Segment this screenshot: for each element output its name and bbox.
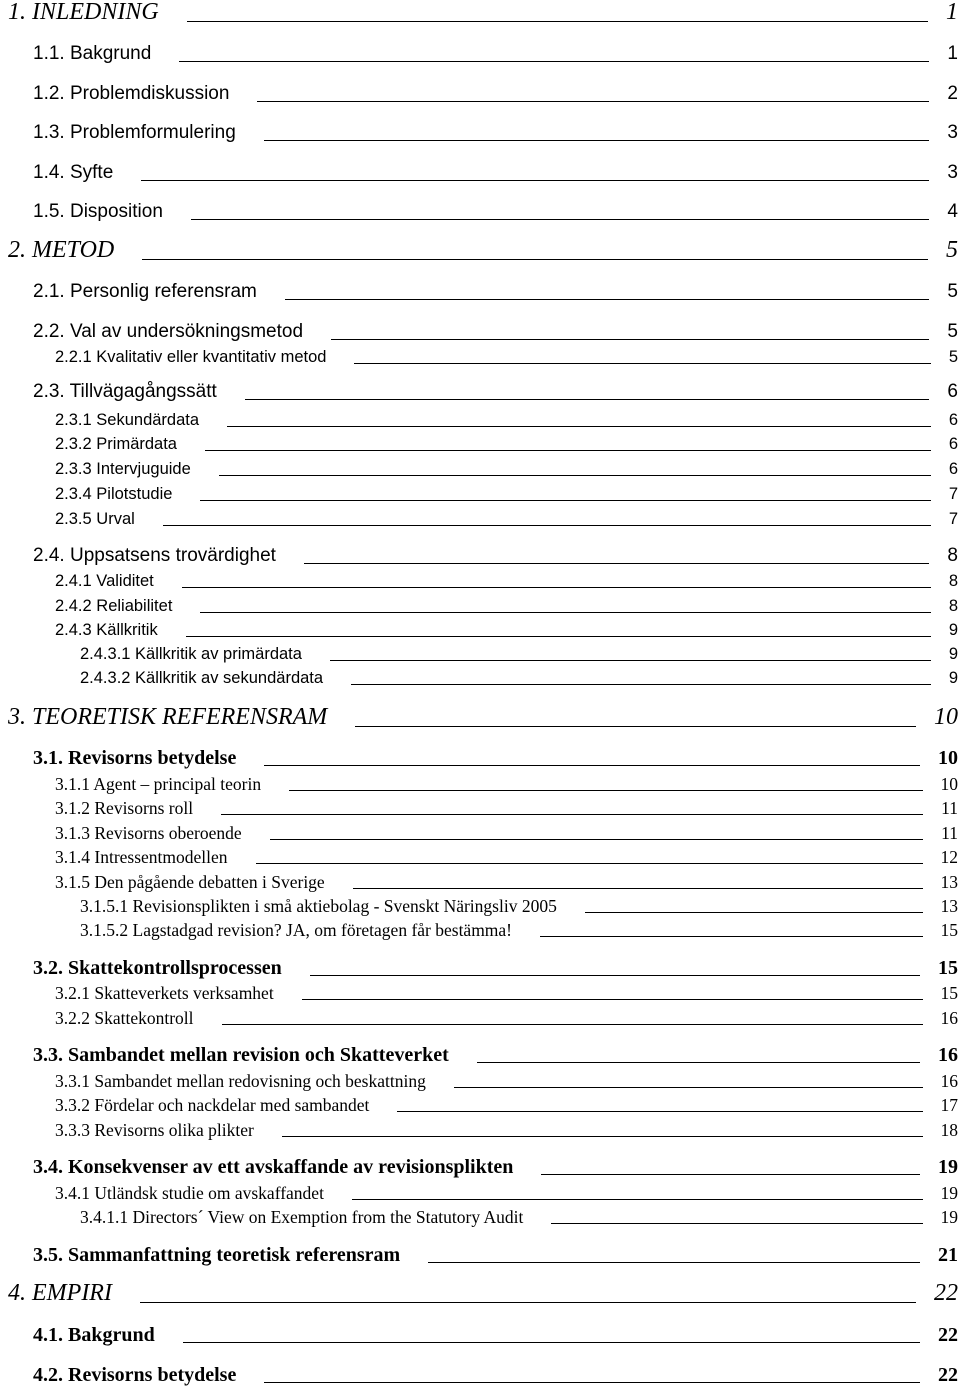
toc-entry-page-number: 11	[941, 822, 958, 843]
toc-leader-line	[163, 525, 931, 526]
toc-entry-page-number: 8	[948, 571, 958, 590]
toc-entry[interactable]	[33, 544, 958, 568]
toc-entry-page-number: 5	[946, 237, 958, 263]
toc-entry-title: 3.2.2 Skattekontroll	[55, 1007, 194, 1028]
toc-entry-page-number: 10	[940, 773, 958, 794]
toc-leader-line	[140, 1302, 916, 1303]
toc-entry[interactable]	[33, 746, 958, 770]
toc-entry-page-number: 21	[938, 1244, 958, 1266]
toc-entry-page-number: 22	[938, 1324, 958, 1346]
toc-entry-page-number: 16	[940, 1070, 958, 1091]
toc-entry-title: 1.3. Problemformulering	[33, 122, 236, 143]
toc-entry-page-number: 6	[947, 381, 958, 402]
toc-entry[interactable]	[55, 459, 958, 481]
toc-leader-line	[428, 1262, 920, 1263]
toc-leader-line	[331, 339, 929, 340]
toc-leader-line	[289, 790, 922, 791]
toc-leader-line	[200, 500, 930, 501]
toc-leader-line	[351, 684, 931, 685]
toc-entry-title: 3.3.2 Fördelar och nackdelar med sambandet	[55, 1094, 370, 1115]
toc-leader-line	[264, 1382, 920, 1383]
toc-entry-page-number: 19	[938, 1156, 958, 1178]
toc-leader-line	[282, 1136, 923, 1137]
toc-entry[interactable]	[55, 1120, 958, 1142]
toc-leader-line	[264, 765, 920, 766]
toc-entry[interactable]	[33, 280, 958, 304]
toc-leader-line	[200, 612, 930, 613]
toc-leader-line	[355, 726, 916, 727]
toc-entry-page-number: 13	[940, 871, 958, 892]
toc-leader-line	[540, 936, 922, 937]
toc-entry[interactable]	[55, 847, 958, 869]
toc-leader-line	[585, 912, 923, 913]
toc-entry-title: 2.4.1 Validitet	[55, 571, 154, 590]
toc-entry[interactable]	[33, 42, 958, 66]
toc-entry-title: 3.3. Sambandet mellan revision och Skatteverket	[33, 1044, 449, 1066]
toc-entry[interactable]	[33, 1155, 958, 1179]
toc-leader-line	[310, 975, 920, 976]
toc-entry-title: 4.2. Revisorns betydelse	[33, 1364, 237, 1386]
toc-leader-line	[304, 563, 930, 564]
toc-entry-title: 3.4. Konsekvenser av ett avskaffande av revisionsplikten	[33, 1156, 514, 1178]
toc-entry[interactable]	[8, 703, 958, 731]
toc-entry[interactable]	[33, 161, 958, 185]
toc-entry-page-number: 1	[946, 0, 958, 25]
toc-entry-title: 3.3.1 Sambandet mellan redovisning och beskattning	[55, 1070, 426, 1091]
toc-entry[interactable]	[8, 1279, 958, 1307]
toc-leader-line	[397, 1111, 922, 1112]
toc-entry-title: 2.1. Personlig referensram	[33, 281, 257, 302]
toc-entry-page-number: 9	[948, 668, 958, 687]
toc-entry-title: 2.3.4 Pilotstudie	[55, 484, 173, 503]
toc-entry[interactable]	[33, 82, 958, 106]
toc-entry-title: 3.1. Revisorns betydelse	[33, 747, 237, 769]
toc-entry-page-number: 19	[940, 1182, 958, 1203]
toc-entry-title: 3.1.3 Revisorns oberoende	[55, 822, 242, 843]
toc-entry[interactable]	[80, 668, 958, 690]
toc-leader-line	[541, 1174, 920, 1175]
toc-leader-line	[330, 660, 931, 661]
toc-entry[interactable]	[55, 620, 958, 642]
toc-entry-page-number: 5	[947, 321, 958, 342]
toc-entry-title: 3.1.4 Intressentmodellen	[55, 846, 228, 867]
toc-leader-line	[551, 1223, 922, 1224]
toc-entry-title: 3.2.1 Skatteverkets verksamhet	[55, 982, 274, 1003]
toc-entry-page-number: 18	[940, 1119, 958, 1140]
toc-entry-page-number: 3	[947, 122, 958, 143]
toc-entry-title: 3. TEORETISK REFERENSRAM	[8, 704, 328, 730]
toc-entry-page-number: 4	[947, 201, 958, 222]
toc-entry-title: 3.1.5.1 Revisionsplikten i små aktiebolag - Svenskt Näringsliv 2005	[80, 895, 557, 916]
toc-entry-page-number: 16	[940, 1007, 958, 1028]
toc-entry[interactable]	[55, 347, 958, 369]
toc-entry-page-number: 8	[948, 596, 958, 615]
toc-entry-page-number: 5	[948, 347, 958, 366]
toc-entry-page-number: 7	[948, 484, 958, 503]
toc-leader-line	[285, 299, 930, 300]
toc-entry[interactable]	[80, 644, 958, 666]
toc-entry[interactable]	[55, 484, 958, 506]
toc-leader-line	[257, 101, 929, 102]
toc-entry[interactable]	[55, 509, 958, 531]
toc-entry-title: 1.5. Disposition	[33, 201, 163, 222]
toc-entry-title: 2.4.3 Källkritik	[55, 620, 158, 639]
toc-entry-page-number: 1	[947, 43, 958, 64]
toc-entry[interactable]	[33, 121, 958, 145]
toc-entry[interactable]	[8, 236, 958, 264]
toc-leader-line	[354, 363, 930, 364]
toc-entry-page-number: 22	[934, 1280, 958, 1306]
toc-leader-line	[191, 219, 930, 220]
toc-entry-page-number: 3	[947, 162, 958, 183]
toc-entry[interactable]	[55, 1008, 958, 1030]
toc-leader-line	[142, 259, 928, 260]
toc-entry-page-number: 22	[938, 1364, 958, 1386]
toc-entry[interactable]	[33, 956, 958, 980]
toc-entry-title: 2.3.2 Primärdata	[55, 434, 177, 453]
toc-entry[interactable]	[33, 1043, 958, 1067]
toc-entry-title: 1.4. Syfte	[33, 162, 114, 183]
toc-entry[interactable]	[33, 320, 958, 344]
toc-entry-title: 3.3.3 Revisorns olika plikter	[55, 1119, 254, 1140]
toc-entry[interactable]	[33, 1243, 958, 1267]
toc-entry-page-number: 7	[948, 509, 958, 528]
toc-entry-page-number: 9	[948, 620, 958, 639]
toc-entry[interactable]	[55, 872, 958, 894]
toc-entry[interactable]	[55, 823, 958, 845]
toc-entry-page-number: 2	[947, 83, 958, 104]
toc-entry[interactable]	[55, 571, 958, 593]
toc-leader-line	[183, 1342, 920, 1343]
toc-entry-page-number: 6	[948, 459, 958, 478]
toc-entry[interactable]	[55, 410, 958, 432]
toc-leader-line	[179, 61, 929, 62]
toc-entry[interactable]	[80, 1207, 958, 1229]
toc-entry-title: 3.1.2 Revisorns roll	[55, 797, 194, 818]
toc-leader-line	[222, 1024, 923, 1025]
toc-entry-page-number: 5	[947, 281, 958, 302]
toc-entry[interactable]	[33, 1323, 958, 1347]
toc-entry-title: 3.4.1.1 Directors´ View on Exemption from the Statutory Audit	[80, 1206, 524, 1227]
toc-entry[interactable]	[55, 1183, 958, 1205]
toc-entry-page-number: 19	[940, 1206, 958, 1227]
toc-leader-line	[256, 863, 923, 864]
toc-leader-line	[141, 180, 929, 181]
toc-entry-title: 1.2. Problemdiskussion	[33, 83, 230, 104]
toc-entry[interactable]	[80, 920, 958, 942]
toc-entry-title: 3.1.5.2 Lagstadgad revision? JA, om företagen får bestämma!	[80, 919, 513, 940]
toc-entry[interactable]	[55, 983, 958, 1005]
toc-entry-title: 1.1. Bakgrund	[33, 43, 152, 64]
toc-entry[interactable]	[55, 774, 958, 796]
toc-leader-line	[302, 999, 923, 1000]
toc-entry[interactable]	[55, 434, 958, 456]
toc-entry-title: 4.1. Bakgrund	[33, 1324, 155, 1346]
toc-entry-page-number: 15	[938, 957, 958, 979]
toc-entry-title: 2.3.5 Urval	[55, 509, 135, 528]
toc-entry-page-number: 10	[938, 747, 958, 769]
toc-leader-line	[205, 450, 931, 451]
toc-entry-page-number: 9	[948, 644, 958, 663]
toc-leader-line	[270, 839, 924, 840]
toc-entry[interactable]	[55, 1095, 958, 1117]
toc-entry-page-number: 6	[948, 434, 958, 453]
toc-entry[interactable]	[8, 0, 958, 26]
toc-leader-line	[187, 21, 928, 22]
toc-entry-page-number: 11	[941, 797, 958, 818]
toc-entry[interactable]	[33, 200, 958, 224]
toc-entry-title: 3.1.5 Den pågående debatten i Sverige	[55, 871, 325, 892]
toc-entry[interactable]	[55, 1071, 958, 1093]
toc-entry-title: 3.2. Skattekontrollsprocessen	[33, 957, 282, 979]
toc-leader-line	[182, 587, 931, 588]
toc-entry-title: 3.1.1 Agent – principal teorin	[55, 773, 262, 794]
toc-leader-line	[477, 1062, 920, 1063]
toc-entry[interactable]	[33, 380, 958, 404]
toc-entry-title: 3.4.1 Utländsk studie om avskaffandet	[55, 1182, 324, 1203]
toc-entry[interactable]	[33, 1363, 958, 1387]
toc-entry-page-number: 6	[948, 410, 958, 429]
toc-leader-line	[264, 140, 930, 141]
toc-entry-title: 2.4.2 Reliabilitet	[55, 596, 173, 615]
toc-entry-page-number: 13	[940, 895, 958, 916]
toc-entry-page-number: 10	[934, 704, 958, 730]
toc-entry-page-number: 12	[940, 846, 958, 867]
toc-leader-line	[186, 636, 931, 637]
toc-leader-line	[454, 1087, 923, 1088]
toc-entry[interactable]	[55, 798, 958, 820]
toc-entry-title: 4. EMPIRI	[8, 1280, 112, 1306]
toc-entry-title: 2.4.3.1 Källkritik av primärdata	[80, 644, 302, 663]
toc-leader-line	[245, 399, 930, 400]
toc-entry-title: 2.4. Uppsatsens trovärdighet	[33, 545, 276, 566]
toc-entry-page-number: 8	[947, 545, 958, 566]
toc-entry-title: 2.3.3 Intervjuguide	[55, 459, 191, 478]
toc-leader-line	[353, 888, 923, 889]
toc-entry-title: 2.3.1 Sekundärdata	[55, 410, 200, 429]
toc-entry-title: 2.2.1 Kvalitativ eller kvantitativ metod	[55, 347, 327, 366]
toc-entry-title: 2.3. Tillvägagångssätt	[33, 381, 217, 402]
toc-entry-title: 2. METOD	[8, 237, 115, 263]
toc-entry[interactable]	[55, 596, 958, 618]
toc-leader-line	[219, 475, 931, 476]
toc-entry-page-number: 15	[940, 982, 958, 1003]
toc-leader-line	[352, 1199, 923, 1200]
toc-entry-title: 3.5. Sammanfattning teoretisk referensram	[33, 1244, 401, 1266]
toc-entry-title: 2.2. Val av undersökningsmetod	[33, 321, 304, 342]
toc-entry-title: 1. INLEDNING	[8, 0, 159, 25]
toc-leader-line	[221, 814, 923, 815]
toc-entry[interactable]	[80, 896, 958, 918]
toc-entry-title: 2.4.3.2 Källkritik av sekundärdata	[80, 668, 324, 687]
toc-entry-page-number: 16	[938, 1044, 958, 1066]
toc-entry-page-number: 15	[940, 919, 958, 940]
toc-leader-line	[227, 426, 931, 427]
toc-entry-page-number: 17	[940, 1094, 958, 1115]
